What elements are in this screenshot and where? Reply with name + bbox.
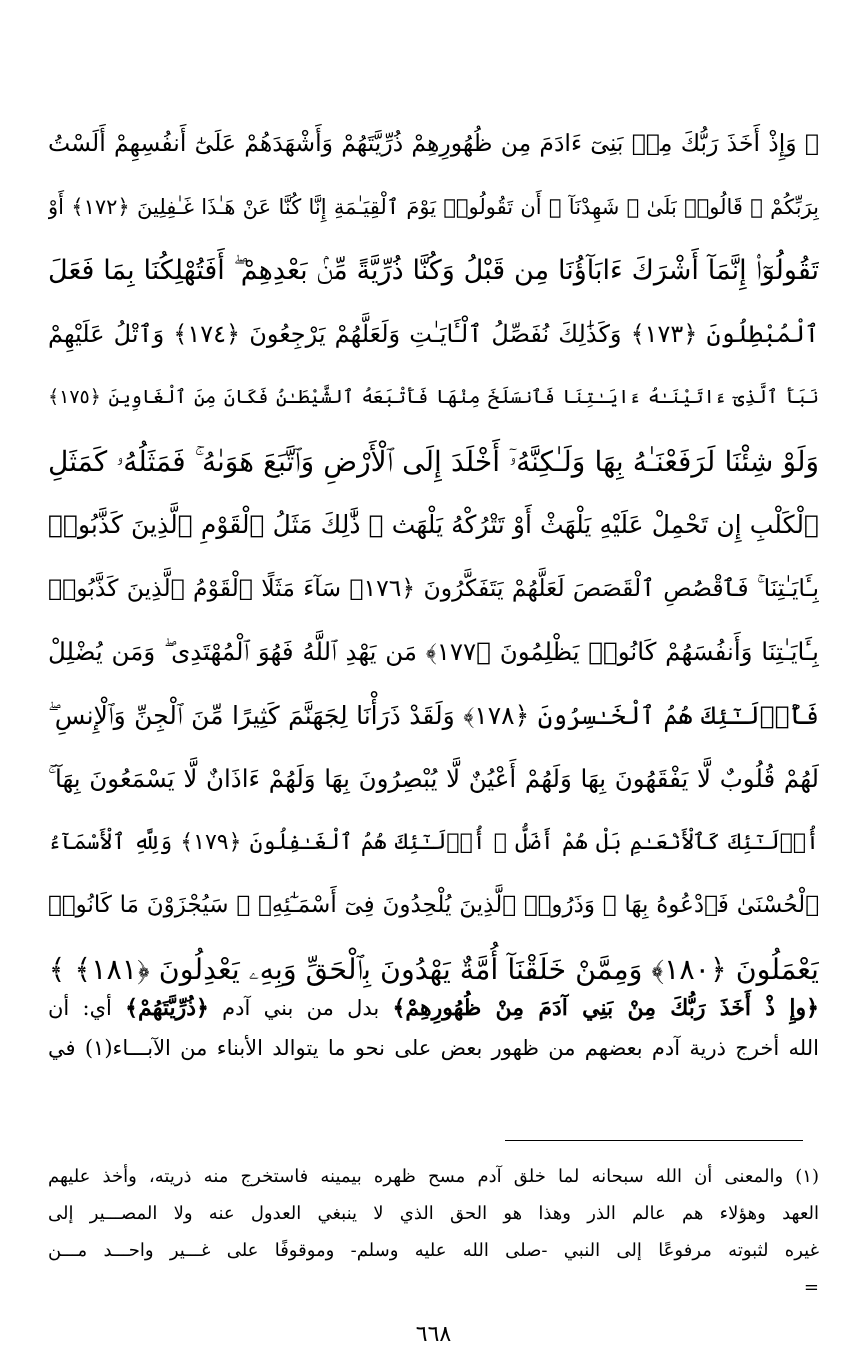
commentary-text: أي: أن <box>48 996 126 1020</box>
verse-line: ٱلْحُسْنَىٰ فَٱدْعُوهُ بِهَا ۖ وَذَرُوا۟ ٱلَّذِينَ يُلْحِدُونَ فِىٓ أَسْمَـٰٓئِهِۦ ۚ سَيُجْزَوْنَ مَا كَانُوا۟ <box>48 892 819 918</box>
verse-line: فَأُو۟لَـٰٓئِكَ هُمُ ٱلْخَـٰسِرُونَ ﴿١٧٨﴾ وَلَقَدْ ذَرَأْنَا لِجَهَنَّمَ كَثِيرًا مِّنَ ٱلْجِنِّ وَٱلْإِنسِ ۖ <box>48 700 819 730</box>
verse-line: بِرَبِّكُمْ ۖ قَالُوا۟ بَلَىٰ ۛ شَهِدْنَآ ۛ أَن تَقُولُوا۟ يَوْمَ ٱلْقِيَـٰمَةِ إِنَّا كُنَّا عَنْ هَـٰذَا غَـٰفِلِينَ ﴿١٧٢﴾ أَوْ <box>48 194 819 219</box>
quoted-verse: ﴿وإِ ذْ أَخَذَ رَبُّكَ مِنْ بَنِي آدَمَ مِنْ ظُهُورِهِمْ﴾ <box>392 995 819 1021</box>
page-number: ٦٦٨ <box>415 1322 452 1347</box>
commentary-line <box>48 988 819 1028</box>
footnote-divider <box>505 1140 803 1141</box>
commentary-text: بدل من بني آدم <box>208 996 393 1020</box>
quoted-verse: ﴿ذُرِّيَّتَهُمْ﴾ <box>125 995 209 1021</box>
verse-line: يَعْمَلُونَ ﴿١٨٠﴾ وَمِمَّنْ خَلَقْنَآ أُمَّةٌ يَهْدُونَ بِٱلْحَقِّ وَبِهِۦ يَعْدِلُونَ ﴿١٨١﴾ ﴾ <box>48 952 819 986</box>
verse-line: بِـَٔايَـٰتِنَا وَأَنفُسَهُمْ كَانُوا۟ يَظْلِمُونَ ﴿١٧٧﴾ مَن يَهْدِ ٱللَّهُ فَهُوَ ٱلْمُهْتَدِى ۖ وَمَن يُضْلِلْ <box>48 637 819 666</box>
footnote-line: غيره لثبوته مرفوعًا إلى النبي -صلى الله عليه وسلم- وموقوفًا على غـــير واحـــد مـــن <box>48 1240 819 1261</box>
footnote-continuation-mark: = <box>803 1277 819 1298</box>
verse-line: ﴿ وَإِذْ أَخَذَ رَبُّكَ مِنۢ بَنِىٓ ءَادَمَ مِن ظُهُورِهِمْ ذُرِّيَّتَهُمْ وَأَشْهَدَهُمْ عَلَىٰٓ أَنفُسِهِمْ أَلَسْتُ <box>48 129 819 157</box>
verse-line: ٱلْكَلْبِ إِن تَحْمِلْ عَلَيْهِ يَلْهَثْ أَوْ تَتْرُكْهُ يَلْهَث ۚ ذَّٰلِكَ مَثَلُ ٱلْقَوْمِ ٱلَّذِينَ كَذَّبُوا۟ <box>48 510 819 539</box>
tafsir-commentary <box>48 988 819 1068</box>
verse-line: وَلَوْ شِئْنَا لَرَفَعْنَـٰهُ بِهَا وَلَـٰكِنَّهُۥٓ أَخْلَدَ إِلَى ٱلْأَرْضِ وَٱتَّبَعَ هَوَىٰهُ ۚ فَمَثَلُهُۥ كَمَثَلِ <box>48 444 819 478</box>
verse-line: ٱلْمُبْطِلُونَ ﴿١٧٣﴾ وَكَذَٰلِكَ نُفَصِّلُ ٱلْـَٔايَـٰتِ وَلَعَلَّهُمْ يَرْجِعُونَ ﴿١٧٤﴾ وَٱتْلُ عَلَيْهِمْ <box>48 319 819 348</box>
verse-line: لَهُمْ قُلُوبٌ لَّا يَفْقَهُونَ بِهَا وَلَهُمْ أَعْيُنٌ لَّا يُبْصِرُونَ بِهَا وَلَهُمْ ءَاذَانٌ لَّا يَسْمَعُونَ بِهَآ ۚ <box>48 764 819 793</box>
footnote-line: العهد وهؤلاء هم عالم الذر وهذا هو الحق الذي لا ينبغي العدول عنه ولا المصـــير إلى <box>48 1203 819 1224</box>
verse-line: أُو۟لَـٰٓئِكَ كَٱلْأَنْعَـٰمِ بَلْ هُمْ أَضَلُّ ۚ أُو۟لَـٰٓئِكَ هُمُ ٱلْغَـٰفِلُونَ ﴿١٧٩﴾ وَلِلَّهِ ٱلْأَسْمَآءُ <box>48 829 819 855</box>
verse-line: نَبَأَ ٱلَّذِىٓ ءَاتَيْنَـٰهُ ءَايَـٰتِنَا فَٱنسَلَخَ مِنْهَا فَأَتْبَعَهُ ٱلشَّيْطَـٰنُ فَكَانَ مِنَ ٱلْغَاوِينَ ﴿١٧٥﴾ <box>48 386 819 408</box>
quran-verses-block <box>48 112 819 1001</box>
footnote-line: (١) والمعنى أن الله سبحانه لما خلق آدم مسح ظهره بيمينه فاستخرج منه ذريته، وأخذ عليهم <box>48 1166 819 1187</box>
footnotes-block <box>48 1158 819 1306</box>
verse-line: تَقُولُوٓا۟ إِنَّمَآ أَشْرَكَ ءَابَآؤُنَا مِن قَبْلُ وَكُنَّا ذُرِّيَّةً مِّنۢ بَعْدِهِمْ ۖ أَفَتُهْلِكُنَا بِمَا فَعَلَ <box>48 255 819 286</box>
verse-line: بِـَٔايَـٰتِنَا ۚ فَٱقْصُصِ ٱلْقَصَصَ لَعَلَّهُمْ يَتَفَكَّرُونَ ﴿١٧٦﴾ سَآءَ مَثَلًا ٱلْقَوْمُ ٱلَّذِينَ كَذَّبُوا۟ <box>48 573 819 602</box>
commentary-line: الله أخرج ذرية آدم بعضهم من ظهور بعض على نحو ما يتوالد الأبناء من الآبـــاء(١) في <box>48 1036 819 1060</box>
